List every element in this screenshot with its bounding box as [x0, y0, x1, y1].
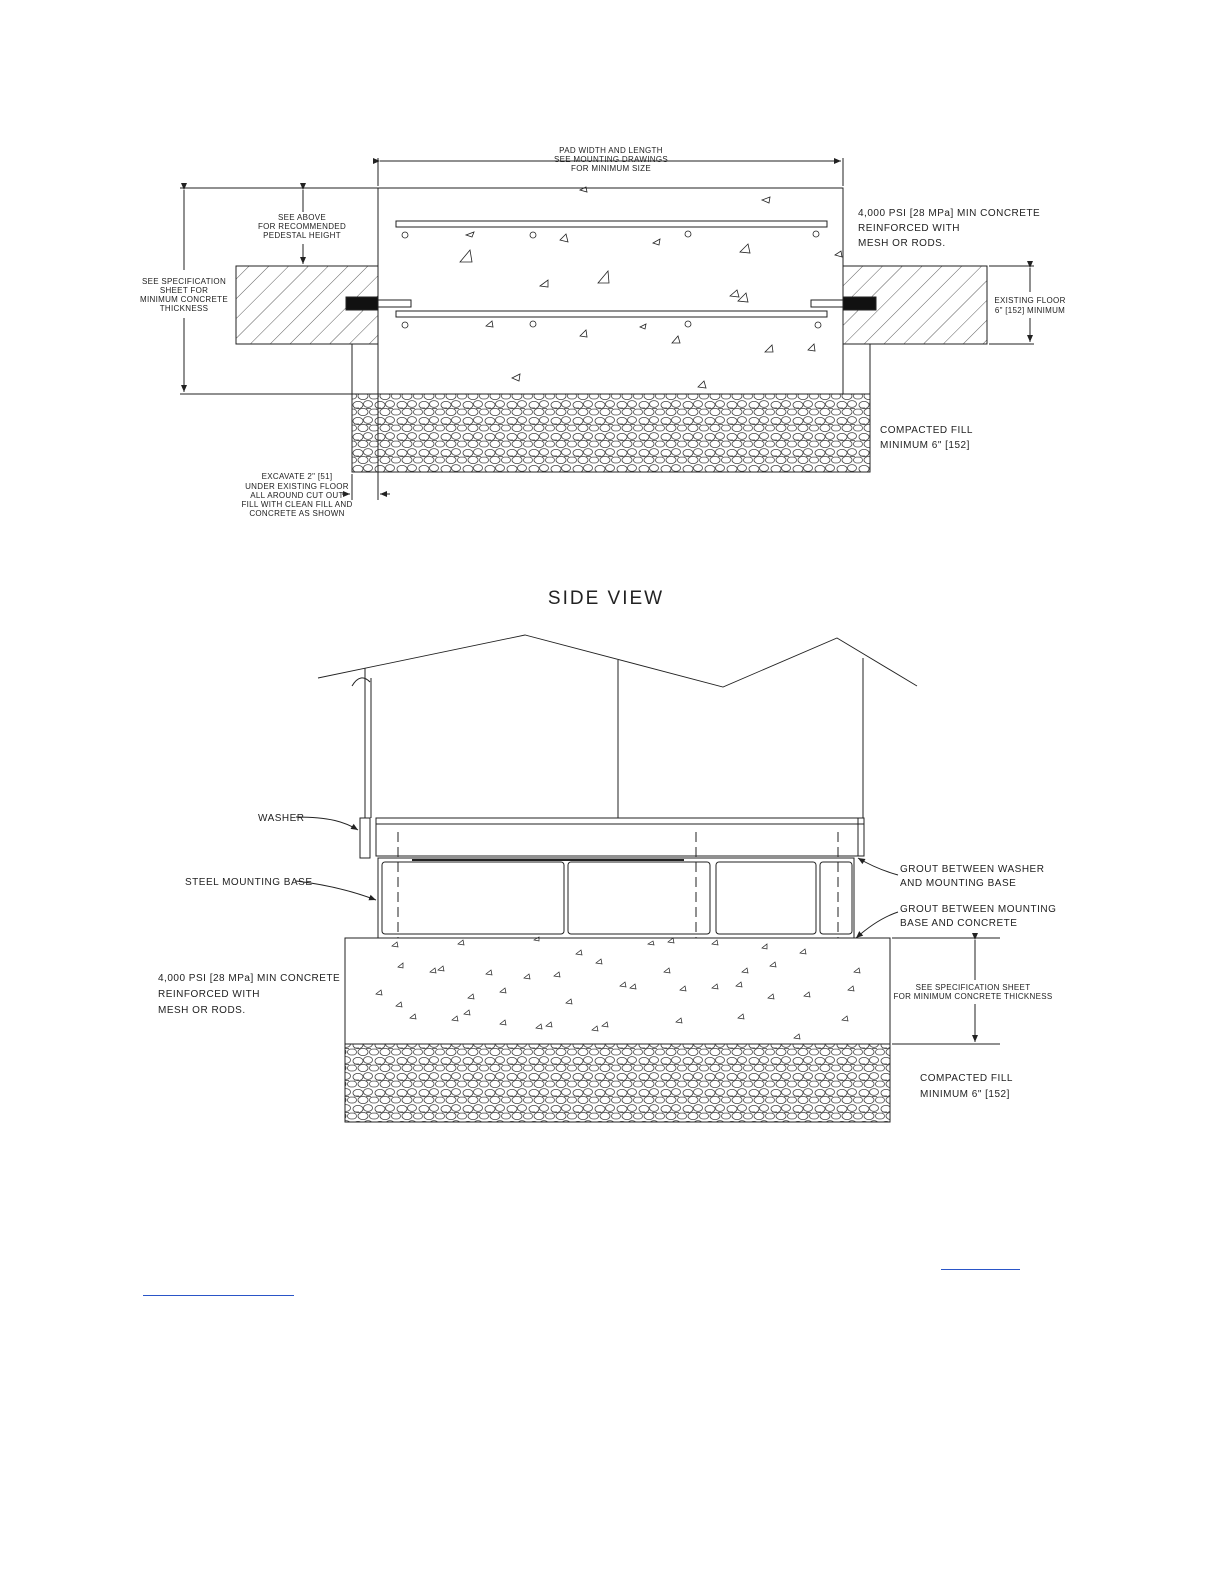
pedestal-label-1: SEE ABOVE: [277, 213, 327, 222]
steel-mounting-base: [378, 858, 854, 938]
excavate-label-2: UNDER EXISTING FLOOR: [245, 482, 349, 491]
concrete-label-side-1: 4,000 PSI [28 MPa] MIN CONCRETE: [158, 973, 341, 984]
existing-floor-label-1: EXISTING FLOOR: [994, 296, 1066, 305]
hyperlink-underline-2[interactable]: [143, 1295, 294, 1296]
excavate-label-4: FILL WITH CLEAN FILL AND: [241, 500, 353, 509]
concrete-pad: [378, 188, 843, 394]
pad-width-label-3: FOR MINIMUM SIZE: [571, 164, 651, 173]
existing-floor-label-2: 6" [152] MINIMUM: [994, 306, 1066, 315]
spec-sheet-label-2: SHEET FOR: [159, 286, 209, 295]
excavate-label-5: CONCRETE AS SHOWN: [249, 509, 345, 518]
concrete-pad-side: [345, 938, 890, 1044]
dowel-left: [378, 300, 411, 307]
pedestal-label-2: FOR RECOMMENDED: [257, 222, 347, 231]
compacted-fill-top-label-1: COMPACTED FILL: [880, 425, 973, 436]
concrete-label-side-2: REINFORCED WITH: [158, 989, 260, 1000]
excavate-label-3: ALL AROUND CUT OUT: [250, 491, 344, 500]
spec-sheet-label-3: MINIMUM CONCRETE: [140, 295, 228, 304]
steel-base-label: STEEL MOUNTING BASE: [185, 877, 313, 888]
compacted-fill-top: [352, 394, 870, 472]
bottom-section: [296, 635, 1000, 1122]
side-spec-label-1: SEE SPECIFICATION SHEET: [915, 983, 1031, 992]
dowel-sleeve-right: [843, 297, 876, 310]
concrete-label-top-1: 4,000 PSI [28 MPa] MIN CONCRETE: [858, 208, 1041, 219]
compacted-fill-side-label-1: COMPACTED FILL: [920, 1073, 1013, 1084]
washer-leader: [296, 817, 358, 830]
pad-width-label-1: PAD WIDTH AND LENGTH: [559, 146, 663, 155]
grout-washer-label-2: AND MOUNTING BASE: [900, 878, 1017, 889]
side-view-title: SIDE VIEW: [547, 588, 665, 609]
grout-base-label-2: BASE AND CONCRETE: [900, 918, 1018, 929]
compacted-fill-side: [345, 1044, 890, 1122]
dowel-sleeve-left: [346, 297, 378, 310]
compacted-fill-top-label-2: MINIMUM 6" [152]: [880, 440, 970, 451]
hyperlink-underline-1[interactable]: [941, 1269, 1020, 1270]
excavate-label-1: EXCAVATE 2" [51]: [261, 472, 333, 481]
pedestal-label-3: PEDESTAL HEIGHT: [263, 231, 341, 240]
grout-base-leader: [856, 912, 898, 938]
concrete-label-top-2: REINFORCED WITH: [858, 223, 960, 234]
washer: [360, 818, 370, 858]
grout-washer-leader: [858, 858, 898, 875]
side-spec-label-2: FOR MINIMUM CONCRETE THICKNESS: [893, 992, 1053, 1001]
compacted-fill-side-label-2: MINIMUM 6" [152]: [920, 1089, 1010, 1100]
grout-washer-label-1: GROUT BETWEEN WASHER: [900, 864, 1045, 875]
spec-sheet-label-4: THICKNESS: [159, 304, 209, 313]
concrete-label-top-3: MESH OR RODS.: [858, 238, 946, 249]
pad-width-label-2: SEE MOUNTING DRAWINGS: [553, 155, 669, 164]
concrete-label-side-3: MESH OR RODS.: [158, 1005, 246, 1016]
spec-sheet-label-1: SEE SPECIFICATION: [141, 277, 227, 286]
grout-base-label-1: GROUT BETWEEN MOUNTING: [900, 904, 1057, 915]
washer-label: WASHER: [258, 813, 305, 824]
cabinet-hinge: [352, 678, 370, 686]
dowel-right: [811, 300, 843, 307]
